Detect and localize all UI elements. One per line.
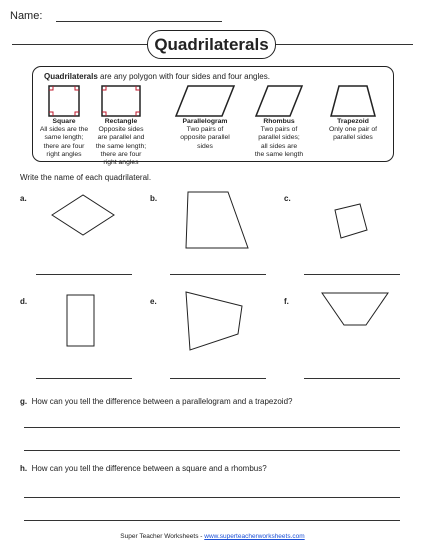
shape-desc: there are four	[43, 142, 85, 150]
trapezoid-definition	[320, 84, 386, 143]
rectangle-figure	[100, 84, 142, 118]
name-answer-line[interactable]	[56, 21, 222, 22]
shape-name: Rectangle	[104, 118, 138, 125]
problem-b-trapezoid-figure	[184, 190, 250, 250]
problem-a-rhombus-figure	[50, 193, 116, 237]
shape-desc: Two pairs of	[260, 126, 298, 134]
question-label-g: g.	[20, 397, 28, 406]
question-label-h: h.	[20, 464, 28, 473]
problem-label-b: b.	[150, 194, 158, 203]
answer-line-e[interactable]	[170, 378, 266, 379]
problem-c-square-figure	[331, 202, 371, 242]
rhombus-definition	[246, 84, 312, 159]
answer-line-g2[interactable]	[24, 450, 400, 451]
shape-desc: are parallel and	[97, 134, 145, 142]
answer-line-a[interactable]	[36, 274, 132, 275]
shape-desc: All sides are the	[39, 126, 89, 134]
parallelogram-definition	[172, 84, 238, 151]
footer	[0, 533, 425, 540]
shape-desc: the same length;	[95, 142, 147, 150]
question-text-g: How can you tell the difference between a parallelogram and a trapezoid?	[31, 397, 293, 406]
footer-link[interactable]: www.superteacherworksheets.com	[204, 533, 305, 540]
question-text-h: How can you tell the difference between a square and a rhombus?	[31, 464, 267, 473]
shape-name: Square	[52, 118, 76, 125]
trapezoid-figure	[329, 84, 377, 118]
shape-desc: Opposite sides	[98, 126, 144, 134]
answer-line-c[interactable]	[304, 274, 400, 275]
square-figure	[47, 84, 81, 118]
answer-line-f[interactable]	[304, 378, 400, 379]
problem-d-rectangle-figure	[66, 294, 96, 348]
shape-desc: right angles	[46, 150, 82, 158]
name-label: Name:	[10, 10, 43, 22]
shape-desc: sides	[197, 142, 213, 150]
page-title: Quadrilaterals	[147, 30, 276, 59]
problem-label-d: d.	[20, 297, 28, 306]
rhombus-figure	[254, 84, 304, 118]
shape-desc: all sides are	[260, 142, 298, 150]
definition-term: Quadrilaterals	[44, 72, 98, 81]
shape-desc: Two pairs of	[186, 126, 224, 134]
shape-desc: right angles	[103, 159, 139, 167]
definition-text	[44, 72, 270, 81]
answer-line-h1[interactable]	[24, 497, 400, 498]
answer-line-b[interactable]	[170, 274, 266, 275]
shape-desc: same length;	[44, 134, 84, 142]
problem-label-e: e.	[150, 297, 157, 306]
question-h	[20, 464, 267, 473]
shape-desc: parallel sides;	[258, 134, 300, 142]
shape-desc: parallel sides	[333, 134, 373, 142]
shape-desc: the same length	[254, 150, 304, 158]
shape-desc: opposite parallel	[180, 134, 230, 142]
problem-e-quadrilateral-figure	[184, 290, 244, 352]
question-g	[20, 397, 292, 406]
footer-text: Super Teacher Worksheets -	[120, 533, 205, 540]
answer-line-g1[interactable]	[24, 427, 400, 428]
shape-name: Rhombus	[263, 118, 295, 125]
parallelogram-figure	[174, 84, 236, 118]
problem-label-f: f.	[284, 297, 289, 306]
definition-body: are any polygon with four sides and four angles.	[97, 72, 270, 81]
problem-label-a: a.	[20, 194, 27, 203]
instruction: Write the name of each quadrilateral.	[20, 173, 152, 182]
problem-label-c: c.	[284, 194, 291, 203]
problem-f-trapezoid-figure	[320, 291, 390, 327]
shape-desc: Only one pair of	[329, 126, 377, 134]
rectangle-definition	[88, 84, 154, 167]
shape-desc: there are four	[100, 150, 142, 158]
answer-line-h2[interactable]	[24, 520, 400, 521]
shape-name: Trapezoid	[337, 118, 369, 125]
shape-name: Parallelogram	[182, 118, 228, 125]
answer-line-d[interactable]	[36, 378, 132, 379]
